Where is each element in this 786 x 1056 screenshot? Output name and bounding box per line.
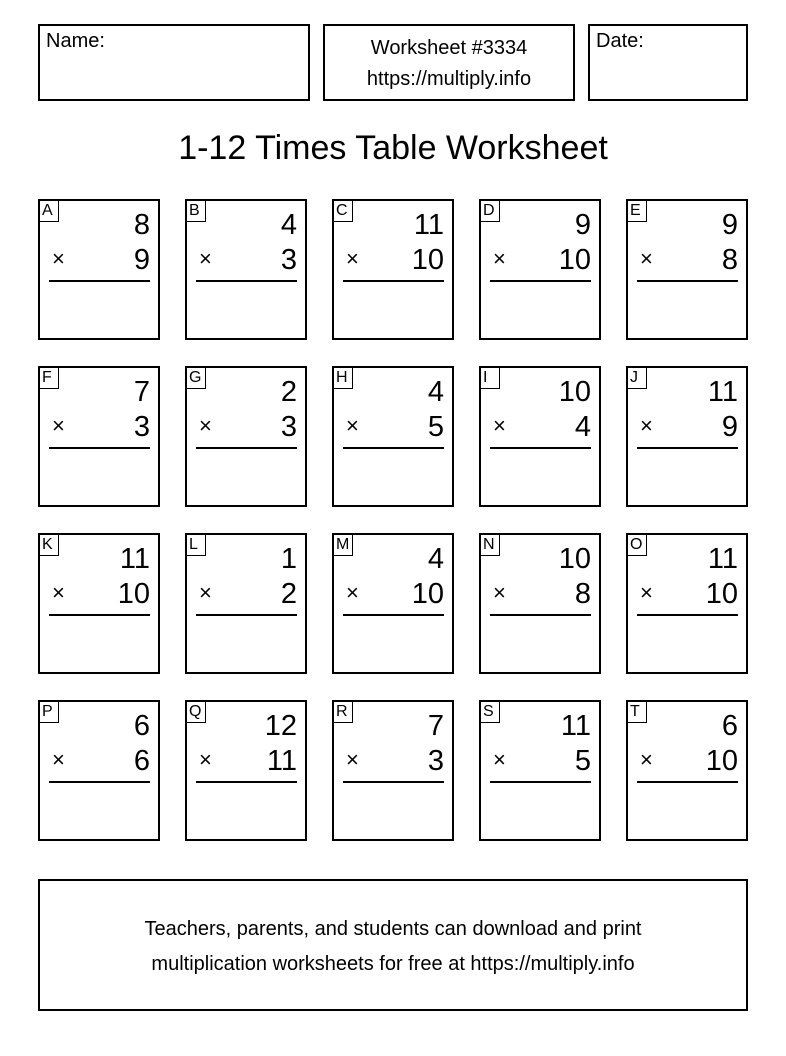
multiplicand: 10 bbox=[558, 543, 591, 575]
multiplier: 10 bbox=[411, 244, 444, 276]
multiplicand: 10 bbox=[558, 376, 591, 408]
times-sign: × bbox=[52, 413, 65, 438]
multiplicand: 11 bbox=[560, 710, 591, 742]
answer-line bbox=[343, 280, 444, 282]
problem-card[interactable] bbox=[185, 700, 307, 841]
answer-line bbox=[49, 447, 150, 449]
times-sign: × bbox=[52, 747, 65, 772]
answer-line bbox=[343, 781, 444, 783]
multiplicand: 9 bbox=[721, 209, 738, 241]
times-sign: × bbox=[640, 413, 653, 438]
times-sign: × bbox=[199, 747, 212, 772]
multiplier: 2 bbox=[280, 578, 297, 610]
multiplicand: 6 bbox=[721, 710, 738, 742]
times-sign: × bbox=[52, 246, 65, 271]
times-sign: × bbox=[493, 413, 506, 438]
problem-letter: D bbox=[480, 200, 500, 222]
multiplier: 9 bbox=[721, 411, 738, 443]
name-label: Name: bbox=[46, 30, 105, 52]
problem-card[interactable] bbox=[626, 199, 748, 340]
problem-card[interactable] bbox=[626, 366, 748, 507]
multiplicand: 4 bbox=[427, 376, 444, 408]
multiplicand: 11 bbox=[707, 543, 738, 575]
problem-card[interactable] bbox=[479, 366, 601, 507]
times-sign: × bbox=[640, 580, 653, 605]
problem-card[interactable] bbox=[479, 199, 601, 340]
times-sign: × bbox=[346, 413, 359, 438]
multiplicand: 7 bbox=[427, 710, 444, 742]
multiplier: 4 bbox=[574, 411, 591, 443]
worksheet-url: https://multiply.info bbox=[366, 68, 532, 90]
problem-letter: I bbox=[480, 367, 500, 389]
times-sign: × bbox=[640, 747, 653, 772]
times-sign: × bbox=[199, 413, 212, 438]
multiplier: 3 bbox=[427, 745, 444, 777]
problem-letter: S bbox=[480, 701, 500, 723]
multiplicand: 12 bbox=[264, 710, 297, 742]
times-sign: × bbox=[640, 246, 653, 271]
multiplicand: 2 bbox=[280, 376, 297, 408]
answer-line bbox=[196, 781, 297, 783]
problem-letter: L bbox=[186, 534, 206, 556]
times-sign: × bbox=[346, 580, 359, 605]
multiplicand: 11 bbox=[707, 376, 738, 408]
problem-letter: E bbox=[627, 200, 647, 222]
answer-line bbox=[637, 280, 738, 282]
answer-line bbox=[49, 614, 150, 616]
multiplier: 5 bbox=[427, 411, 444, 443]
problem-card[interactable] bbox=[479, 533, 601, 674]
multiplicand: 11 bbox=[413, 209, 444, 241]
multiplier: 8 bbox=[574, 578, 591, 610]
multiplicand: 4 bbox=[427, 543, 444, 575]
problem-card[interactable] bbox=[38, 533, 160, 674]
multiplicand: 7 bbox=[133, 376, 150, 408]
multiplicand: 4 bbox=[280, 209, 297, 241]
page-title: 1-12 Times Table Worksheet bbox=[178, 129, 608, 167]
answer-line bbox=[490, 781, 591, 783]
multiplier: 3 bbox=[280, 411, 297, 443]
times-sign: × bbox=[493, 747, 506, 772]
multiplier: 9 bbox=[133, 244, 150, 276]
answer-line bbox=[49, 781, 150, 783]
date-label: Date: bbox=[596, 30, 644, 52]
answer-line bbox=[343, 614, 444, 616]
problem-letter: K bbox=[39, 534, 59, 556]
multiplier: 3 bbox=[280, 244, 297, 276]
problem-card[interactable] bbox=[38, 199, 160, 340]
multiplier: 10 bbox=[705, 745, 738, 777]
times-sign: × bbox=[199, 246, 212, 271]
times-sign: × bbox=[52, 580, 65, 605]
multiplier: 5 bbox=[574, 745, 591, 777]
answer-line bbox=[637, 614, 738, 616]
problem-card[interactable] bbox=[185, 199, 307, 340]
answer-line bbox=[490, 447, 591, 449]
problem-letter: B bbox=[186, 200, 206, 222]
problem-card[interactable] bbox=[332, 366, 454, 507]
problem-card[interactable] bbox=[38, 700, 160, 841]
worksheet-number: Worksheet #3334 bbox=[370, 37, 528, 59]
multiplier: 10 bbox=[558, 244, 591, 276]
multiplicand: 8 bbox=[133, 209, 150, 241]
answer-line bbox=[196, 614, 297, 616]
answer-line bbox=[49, 280, 150, 282]
answer-line bbox=[490, 280, 591, 282]
answer-line bbox=[196, 280, 297, 282]
times-sign: × bbox=[346, 747, 359, 772]
problem-card[interactable] bbox=[185, 366, 307, 507]
problem-letter: C bbox=[333, 200, 353, 222]
footer-text-line-1: Teachers, parents, and students can download and print bbox=[144, 918, 642, 940]
problem-letter: T bbox=[627, 701, 647, 723]
answer-line bbox=[343, 447, 444, 449]
multiplicand: 6 bbox=[133, 710, 150, 742]
problem-letter: M bbox=[333, 534, 353, 556]
problem-letter: R bbox=[333, 701, 353, 723]
problem-card[interactable] bbox=[185, 533, 307, 674]
answer-line bbox=[490, 614, 591, 616]
multiplicand: 1 bbox=[280, 543, 297, 575]
multiplier: 11 bbox=[266, 745, 297, 777]
problem-letter: F bbox=[39, 367, 59, 389]
times-sign: × bbox=[346, 246, 359, 271]
problem-card[interactable] bbox=[479, 700, 601, 841]
times-sign: × bbox=[493, 580, 506, 605]
problem-card[interactable] bbox=[626, 533, 748, 674]
multiplier: 10 bbox=[117, 578, 150, 610]
problem-card[interactable] bbox=[332, 533, 454, 674]
multiplier: 10 bbox=[411, 578, 444, 610]
answer-line bbox=[196, 447, 297, 449]
problem-letter: G bbox=[186, 367, 206, 389]
problem-letter: A bbox=[39, 200, 59, 222]
problem-card[interactable] bbox=[332, 700, 454, 841]
multiplicand: 11 bbox=[119, 543, 150, 575]
multiplier: 3 bbox=[133, 411, 150, 443]
problem-letter: O bbox=[627, 534, 647, 556]
problem-letter: H bbox=[333, 367, 353, 389]
multiplier: 8 bbox=[721, 244, 738, 276]
answer-line bbox=[637, 447, 738, 449]
multiplicand: 9 bbox=[574, 209, 591, 241]
footer-text-line-2: multiplication worksheets for free at https://multiply.info bbox=[151, 953, 635, 975]
problem-letter: N bbox=[480, 534, 500, 556]
answer-line bbox=[637, 781, 738, 783]
problem-letter: Q bbox=[186, 701, 206, 723]
multiplier: 10 bbox=[705, 578, 738, 610]
problem-card[interactable] bbox=[332, 199, 454, 340]
problem-letter: P bbox=[39, 701, 59, 723]
times-sign: × bbox=[199, 580, 212, 605]
problem-letter: J bbox=[627, 367, 647, 389]
footer-note-box bbox=[38, 879, 748, 1011]
times-sign: × bbox=[493, 246, 506, 271]
problem-card[interactable] bbox=[38, 366, 160, 507]
problem-card[interactable] bbox=[626, 700, 748, 841]
multiplier: 6 bbox=[133, 745, 150, 777]
